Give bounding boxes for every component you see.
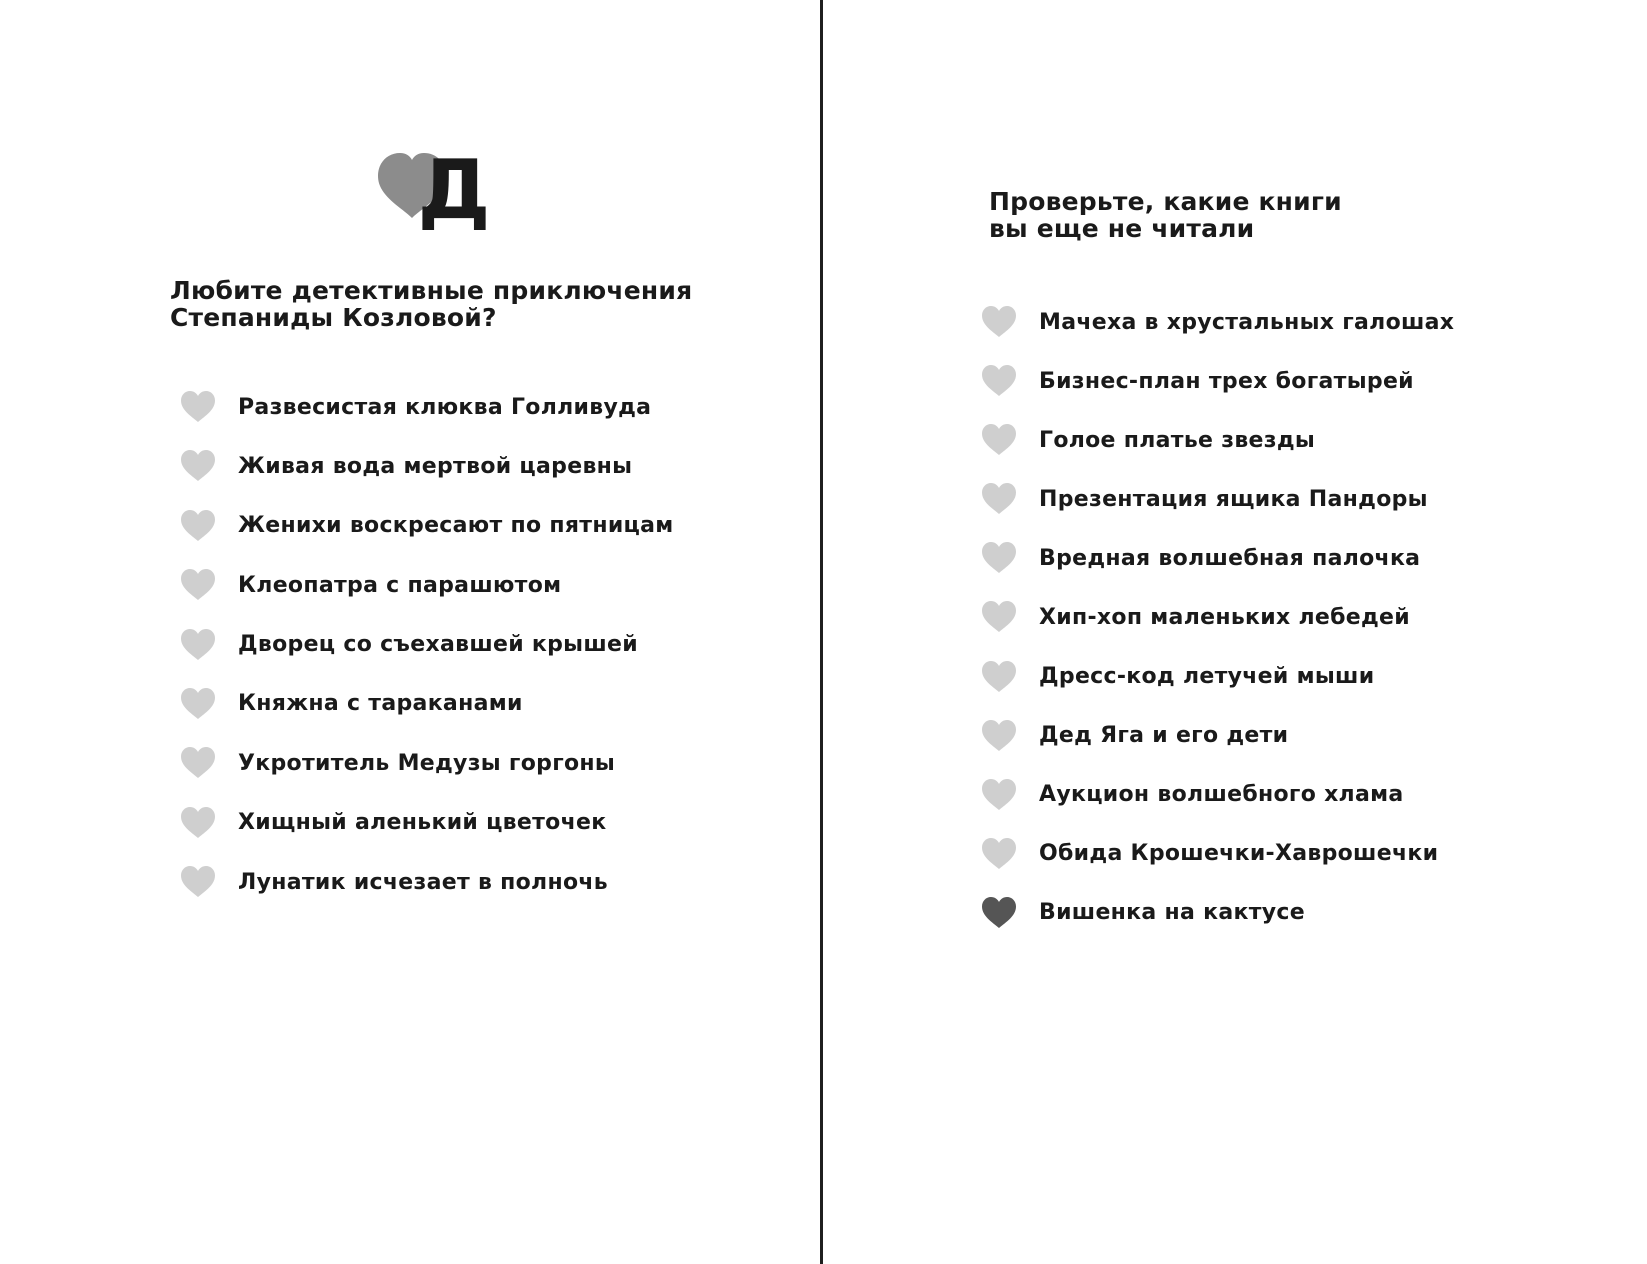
book-title: Клеопатра с парашютом (238, 572, 562, 598)
heart-icon (981, 482, 1017, 516)
right-book-list (981, 305, 1454, 955)
book-item (981, 896, 1454, 930)
book-item (981, 600, 1454, 634)
heart-icon (981, 305, 1017, 339)
heart-letter-logo-icon (376, 140, 486, 230)
heart-icon (981, 778, 1017, 812)
left-heading-line: Степаниды Козловой? (170, 303, 497, 332)
book-item (180, 746, 674, 780)
heart-icon (180, 509, 216, 543)
book-title: Хищный аленький цветочек (238, 810, 607, 836)
right-heading (989, 188, 1342, 242)
heart-icon (180, 390, 216, 424)
book-title: Хип-хоп маленьких лебедей (1039, 604, 1410, 630)
book-item (180, 509, 674, 543)
book-title: Лунатик исчезает в полночь (238, 869, 608, 895)
book-item (180, 390, 674, 424)
heart-icon (981, 896, 1017, 930)
book-title: Дед Яга и его дети (1039, 723, 1289, 749)
book-title: Обида Крошечки-Хаврошечки (1039, 841, 1439, 867)
book-item (981, 660, 1454, 694)
heart-icon (981, 423, 1017, 457)
book-item (180, 806, 674, 840)
book-item (180, 568, 674, 602)
book-title: Мачеха в хрустальных галошах (1039, 309, 1455, 335)
heart-icon (981, 837, 1017, 871)
heart-icon (180, 687, 216, 721)
book-title: Укротитель Медузы горгоны (238, 750, 616, 776)
left-heading-line: Любите детективные приключения (170, 276, 693, 305)
book-title: Аукцион волшебного хлама (1039, 782, 1404, 808)
left-book-list (180, 390, 674, 925)
book-title: Княжна с тараканами (238, 691, 523, 717)
book-item (180, 628, 674, 662)
heart-icon (981, 660, 1017, 694)
book-item (981, 837, 1454, 871)
book-item (981, 305, 1454, 339)
book-title: Вредная волшебная палочка (1039, 545, 1421, 571)
book-title: Голое платье звезды (1039, 427, 1316, 453)
book-title: Женихи воскресают по пятницам (238, 513, 674, 539)
book-title: Дворец со съехавшей крышей (238, 632, 638, 658)
book-title: Презентация ящика Пандоры (1039, 486, 1428, 512)
heart-icon (981, 719, 1017, 753)
book-title: Живая вода мертвой царевны (238, 453, 633, 479)
heart-icon (180, 806, 216, 840)
book-spine-divider (820, 0, 823, 1264)
heart-icon (981, 600, 1017, 634)
book-item (981, 482, 1454, 516)
book-title: Бизнес-план трех богатырей (1039, 368, 1414, 394)
publisher-logo (376, 140, 486, 230)
heart-icon (180, 449, 216, 483)
book-title: Развесистая клюква Голливуда (238, 394, 652, 420)
right-heading-line: Проверьте, какие книги (989, 187, 1342, 216)
right-heading-line: вы еще не читали (989, 214, 1255, 243)
heart-icon (180, 568, 216, 602)
heart-icon (180, 865, 216, 899)
heart-icon (180, 628, 216, 662)
logo-letter: Д (417, 143, 486, 230)
heart-icon (180, 746, 216, 780)
book-item (180, 687, 674, 721)
right-page (824, 0, 1647, 1264)
heart-icon (981, 364, 1017, 398)
book-item (981, 719, 1454, 753)
left-page (0, 0, 820, 1264)
book-item (981, 364, 1454, 398)
book-item (180, 449, 674, 483)
book-item (180, 865, 674, 899)
book-item (981, 778, 1454, 812)
left-heading (170, 277, 692, 331)
heart-icon (981, 541, 1017, 575)
book-item (981, 541, 1454, 575)
book-title: Дресс-код летучей мыши (1039, 664, 1375, 690)
book-item (981, 423, 1454, 457)
book-title: Вишенка на кактусе (1039, 900, 1305, 926)
